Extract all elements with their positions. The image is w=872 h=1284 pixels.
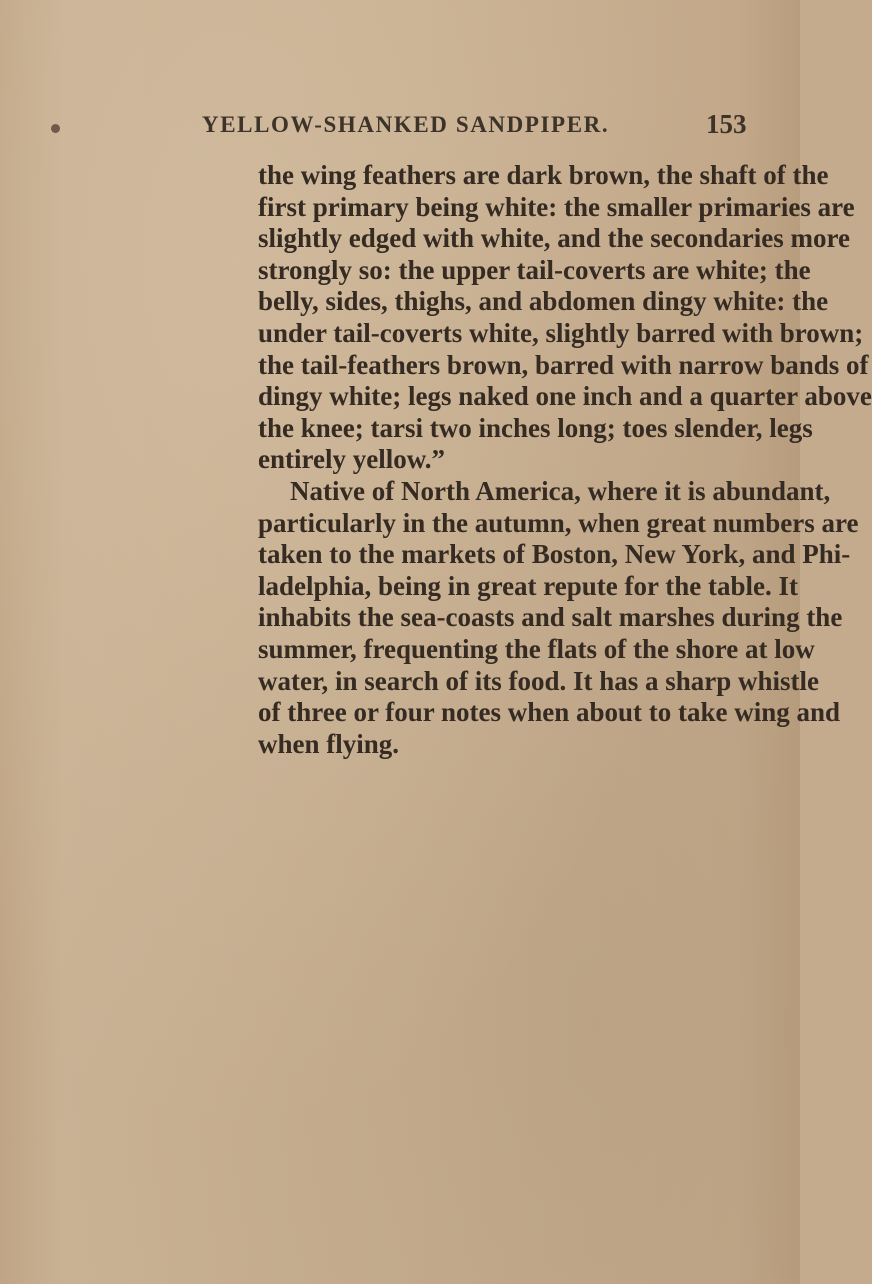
text-line: the wing feathers are dark brown, the shaft of the [258,160,829,190]
text-line: dingy white; legs naked one inch and a quarter above [258,381,872,412]
text-line: belly, sides, thighs, and abdomen dingy white: the [258,286,829,317]
text-line: taken to the markets of Boston, New York, and Phi- [258,539,851,570]
text-line: under tail-coverts white, slightly barred with brown; [258,317,864,348]
text-line: strongly so: the upper tail-coverts are white; the [258,254,811,285]
text-line: inhabits the sea-coasts and salt marshes during the [258,602,843,633]
text-line: first primary being white: the smaller primaries are [258,191,855,222]
text-line: water, in search of its food. It has a sharp whistle [258,665,820,696]
text-line: the knee; tarsi two inches long; toes slender, legs [258,412,813,443]
paragraph-2 [258,475,859,760]
page-number: 153 [706,109,747,139]
text-line: entirely yellow.” [258,444,445,475]
text-line: ladelphia, being in great repute for the table. It [258,570,798,601]
body-text [258,160,872,760]
page-header [0,109,800,148]
text-line: slightly edged with white, and the secondaries more [258,223,850,254]
running-head: YELLOW-SHANKED SANDPIPER. [202,112,610,137]
text-line: particularly in the autumn, when great numbers are [258,507,859,538]
text-line: of three or four notes when about to take wing and [258,697,841,728]
paragraph-1 [258,160,872,476]
text-line: Native of North America, where it is abundant, [290,475,831,506]
text-line: summer, frequenting the flats of the shore at low [258,633,815,664]
text-line: when flying. [258,728,400,759]
text-line: the tail-feathers brown, barred with narrow bands of [258,349,869,380]
